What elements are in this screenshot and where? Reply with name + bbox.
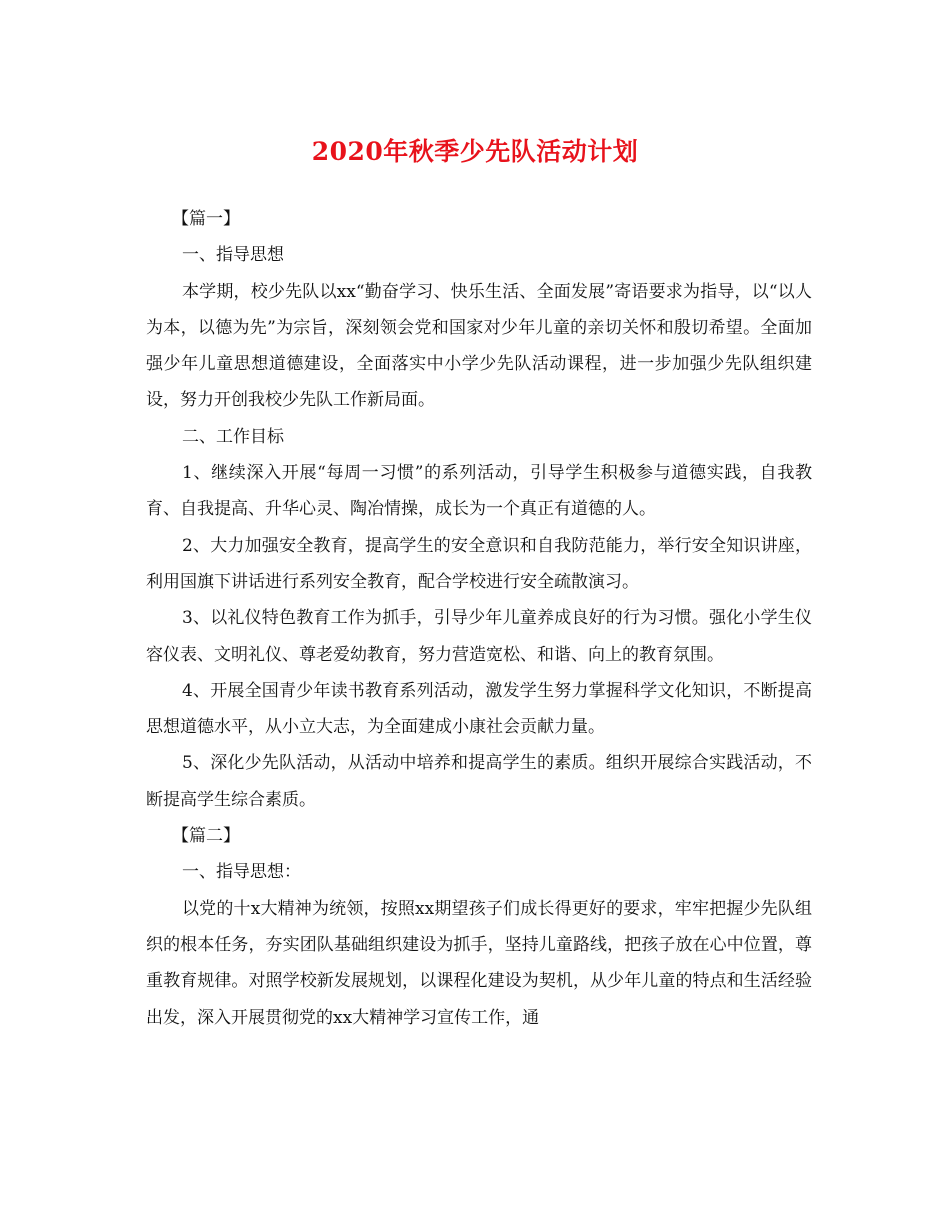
goal-item-3: 3、以礼仪特色教育工作为抓手，引导少年儿童养成良好的行为习惯。强化小学生仪容仪表、文明礼仪、尊老爱幼教育，努力营造宽松、和谐、向上的教育氛围。 — [146, 608, 812, 665]
document-title: 2020年秋季少先队活动计划 — [311, 137, 639, 166]
goal-item-1: 1、继续深入开展“每周一习惯”的系列活动，引导学生积极参与道德实践，自我教育、自我提高、升华心灵、陶冶情操，成长为一个真正有道德的人。 — [146, 463, 812, 520]
section-label-part-1: 【篇一】 — [172, 209, 240, 229]
heading-work-goals: 二、工作目标 — [182, 426, 284, 447]
document-body — [146, 201, 812, 1036]
paragraph-guiding-ideology: 本学期，校少先队以xx“勤奋学习、快乐生活、全面发展”寄语要求为指导，以“以人为本，以德为先”为宗旨，深刻领会党和国家对少年儿童的亲切关怀和殷切希望。全面加强少年儿童思想道德建设，全面落实中小学少先队活动课程，进一步加强少先队组织建设，努力开创我校少先队工作新局面。 — [146, 281, 812, 411]
paragraph-guiding-ideology-2: 以党的十x大精神为统领，按照xx期望孩子们成长得更好的要求，牢牢把握少先队组织的根本任务，夯实团队基础组织建设为抓手，坚持儿童路线，把孩子放在心中位置，尊重教育规律。对照学校新发展规划，以课程化建设为契机，从少年儿童的特点和生活经验出发，深入开展贯彻党的xx大精神学习宣传工作，通 — [146, 898, 812, 1028]
heading-guiding-ideology-2: 一、指导思想： — [182, 862, 301, 883]
heading-guiding-ideology: 一、指导思想 — [182, 245, 284, 266]
goal-item-2: 2、大力加强安全教育，提高学生的安全意识和自我防范能力，举行安全知识讲座，利用国旗下讲话进行系列安全教育，配合学校进行安全疏散演习。 — [146, 535, 812, 592]
goal-item-4: 4、开展全国青少年读书教育系列活动，激发学生努力掌握科学文化知识，不断提高思想道德水平，从小立大志，为全面建成小康社会贡献力量。 — [146, 680, 812, 738]
section-label-part-2: 【篇二】 — [172, 826, 240, 847]
goal-item-5: 5、深化少先队活动，从活动中培养和提高学生的素质。组织开展综合实践活动，不断提高学生综合素质。 — [146, 753, 812, 810]
